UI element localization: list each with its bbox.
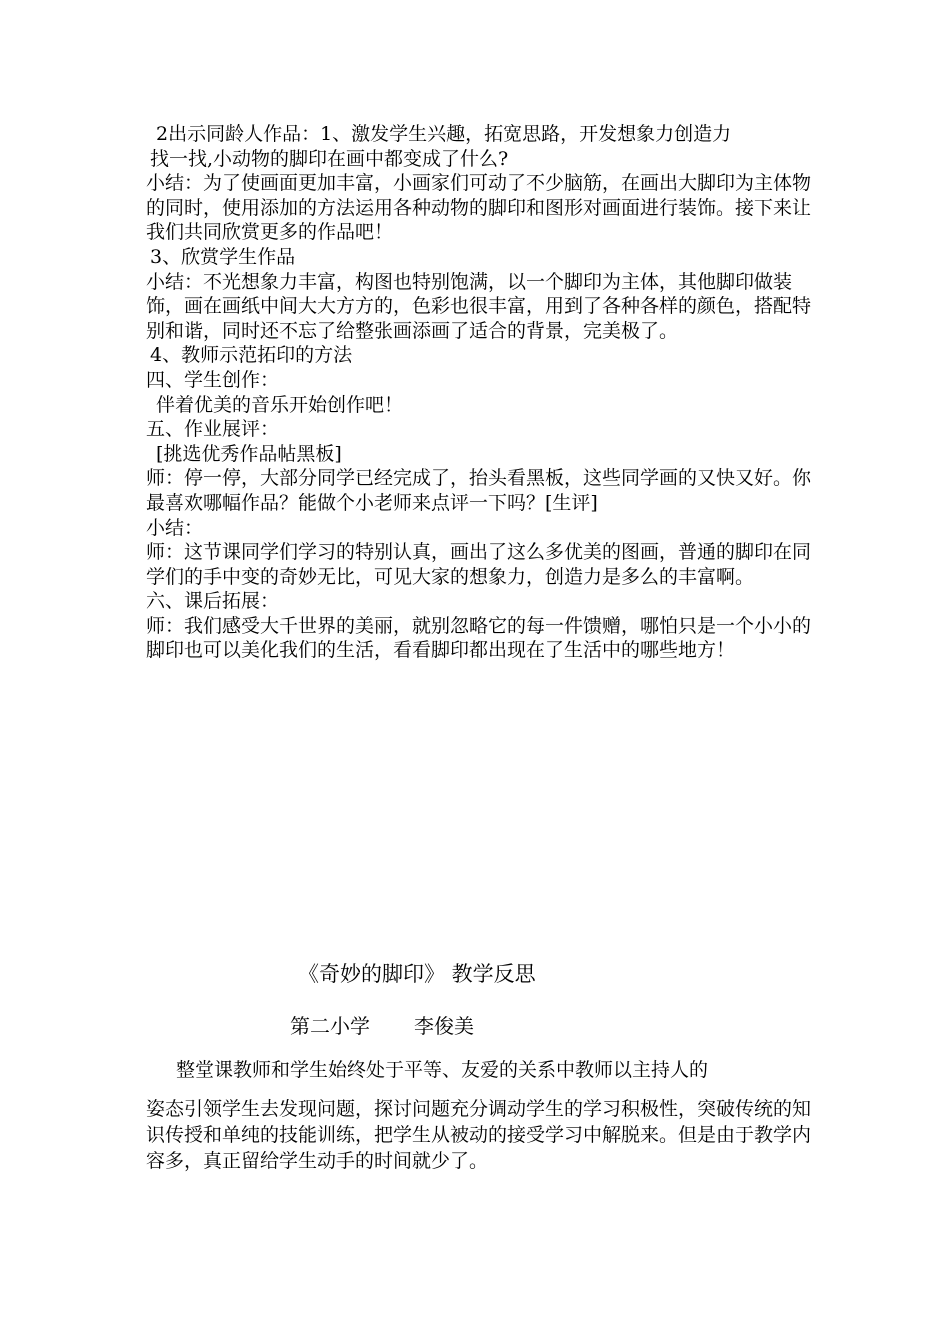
paragraph: 整堂课教师和学生始终处于平等、友爱的关系中教师以主持人的 [176,1059,709,1081]
paragraph: 小结： [146,516,204,539]
author-name: 李俊美 [414,1014,474,1038]
paragraph: 师：停一停，大部分同学已经完成了，抬头看黑板，这些同学画的又快又好。你最喜欢哪幅作品？能做个小老师来点评一下吗？[生评] [146,467,812,514]
lesson-plan-text [146,122,818,663]
paragraph: 4、教师示范拓印的方法 [150,344,353,367]
paragraph: 2出示同龄人作品：1、激发学生兴趣，拓宽思路，开发想象力创造力 [156,123,732,145]
paragraph: 3、欣赏学生作品 [150,245,296,268]
paragraph: 师：这节课同学们学习的特别认真，画出了这么多优美的图画，普通的脚印在同学们的手中变的奇妙无比，可见大家的想象力，创造力是多么的丰富啊。 [146,541,812,588]
section-heading: 五、作业展评： [146,418,280,441]
paragraph: 小结：为了使画面更加丰富，小画家们可动了不少脑筋，在画出大脚印为主体物的同时，使用添加的方法运用各种动物的脚印和图形对画面进行装饰。接下来让我们共同欣赏更多的作品吧！ [146,172,812,244]
paragraph: 伴着优美的音乐开始创作吧！ [156,393,404,416]
school-name: 第二小学 [290,1014,370,1038]
paragraph: 姿态引领学生去发现问题，探讨问题充分调动学生的学习积极性，突破传统的知识传授和单纯的技能训练，把学生从被动的接受学习中解脱来。但是由于教学内容多，真正留给学生动手的时间就少了。 [146,1098,812,1172]
section-heading: 四、学生创作： [146,368,280,391]
paragraph: [挑选优秀作品帖黑板] [156,442,342,465]
reflection-text [146,1056,818,1174]
paragraph: 师：我们感受大千世界的美丽，就别忽略它的每一件馈赠，哪怕只是一个小小的脚印也可以美化我们的生活，看看脚印都出现在了生活中的哪些地方！ [146,614,812,662]
reflection-title-text: 《奇妙的脚印》 教学反思 [298,962,536,986]
section-heading: 六、课后拓展： [146,590,280,613]
paragraph: 找一找,小动物的脚印在画中都变成了什么? [150,147,509,170]
paragraph: 小结：不光想象力丰富，构图也特别饱满，以一个脚印为主体，其他脚印做装饰，画在画纸中间大大方方的，色彩也很丰富，用到了各种各样的颜色，搭配特别和谐，同时还不忘了给整张画添画了适合的背景，完美极了。 [146,270,812,342]
